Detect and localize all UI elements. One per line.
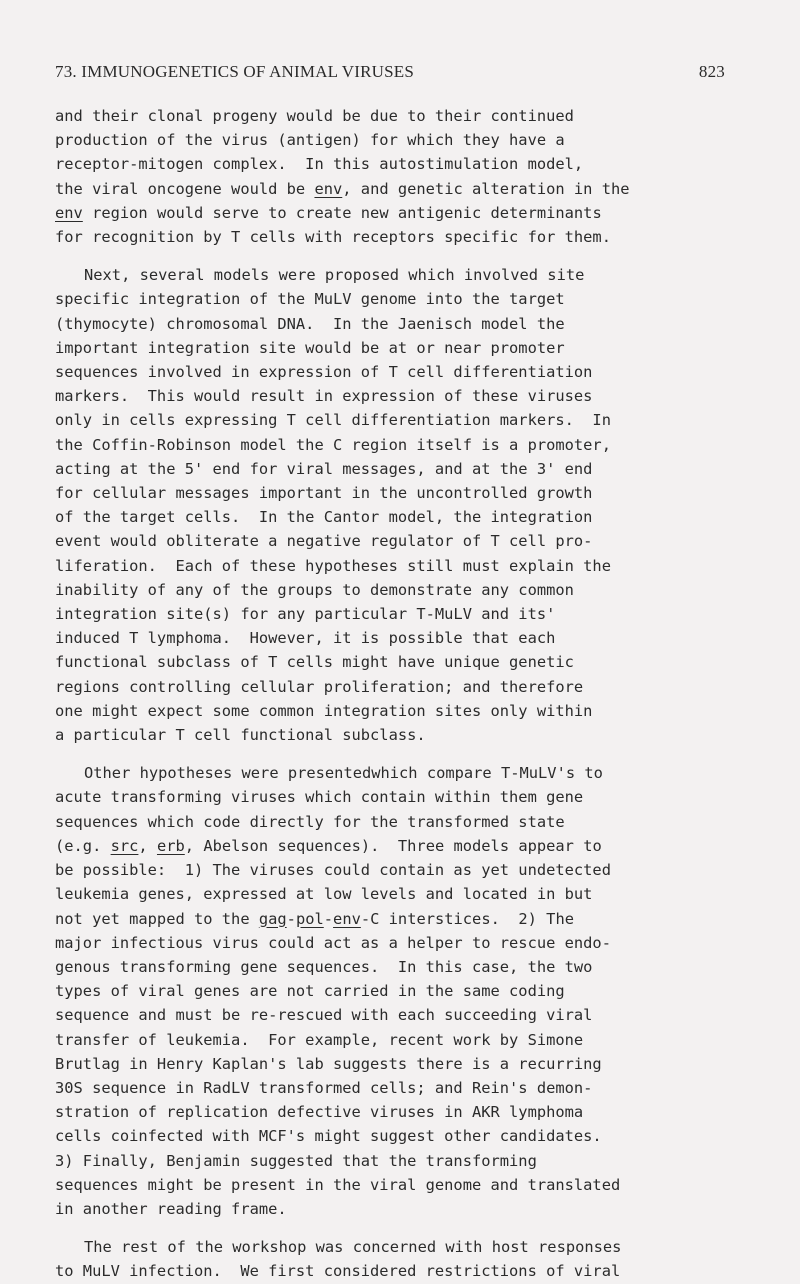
text-line: [55, 104, 745, 128]
text-run: a particular T cell functional subclass.: [55, 726, 426, 745]
paragraph: [55, 263, 745, 747]
text-line: [55, 152, 745, 176]
text-run: Brutlag in Henry Kaplan's lab suggests there is a recurring: [55, 1054, 602, 1073]
text-line: [55, 955, 745, 979]
text-run: specific integration of the MuLV genome into the target: [55, 290, 565, 309]
text-line: [55, 675, 745, 699]
text-line: [55, 1028, 745, 1052]
text-line: [55, 907, 745, 931]
text-line: [55, 481, 745, 505]
text-run: of the target cells. In the Cantor model, the integration: [55, 508, 593, 527]
underlined-term: env: [333, 909, 361, 928]
text-line: [55, 201, 745, 225]
text-run: -: [286, 909, 296, 928]
text-line: [55, 882, 745, 906]
text-line: [55, 287, 745, 311]
text-line: [55, 723, 745, 747]
text-run: sequences might be present in the viral genome and translated: [55, 1175, 621, 1194]
text-run: induced T lymphoma. However, it is possible that each: [55, 629, 556, 648]
text-run: in another reading frame.: [55, 1199, 287, 1218]
text-run: , Abelson sequences). Three models appear to: [184, 836, 602, 855]
text-run: functional subclass of T cells might have unique genetic: [55, 653, 574, 672]
text-line: [55, 128, 745, 152]
text-line: [55, 810, 745, 834]
paragraph: [55, 761, 745, 1221]
text-run: 3) Finally, Benjamin suggested that the transforming: [55, 1151, 537, 1170]
text-run: not yet mapped to the: [55, 909, 259, 928]
text-line: [55, 626, 745, 650]
body-text: [55, 104, 745, 1284]
underlined-term: gag: [258, 909, 287, 928]
text-line: [55, 408, 745, 432]
text-run: regions controlling cellular proliferation; and therefore: [55, 677, 584, 696]
text-line: [55, 1235, 745, 1259]
text-line: [55, 1259, 745, 1283]
text-line: [55, 834, 745, 858]
text-line: [55, 529, 745, 553]
text-line: [55, 177, 745, 201]
text-line: [55, 979, 745, 1003]
text-line: [55, 360, 745, 384]
text-run: major infectious virus could act as a helper to rescue endo-: [55, 933, 611, 952]
text-line: [55, 761, 745, 785]
underlined-term: env: [314, 179, 343, 198]
text-line: [55, 457, 745, 481]
text-run: and their clonal progeny would be due to their continued: [55, 107, 574, 125]
text-run: sequences involved in expression of T cell differentiation: [55, 363, 593, 382]
underlined-term: pol: [295, 909, 324, 928]
text-line: [55, 433, 745, 457]
text-line: [55, 1149, 745, 1173]
text-line: [55, 785, 745, 809]
text-line: [55, 263, 745, 287]
text-line: [55, 336, 745, 360]
page-number: 823: [698, 62, 725, 81]
text-line: [55, 1197, 745, 1221]
text-run: Other hypotheses were presentedwhich compare T-MuLV's to: [84, 764, 603, 783]
text-line: [55, 312, 745, 336]
text-line: [55, 699, 745, 723]
text-line: [55, 578, 745, 602]
text-run: transfer of leukemia. For example, recent work by Simone: [55, 1030, 584, 1049]
text-line: [55, 602, 745, 626]
text-run: genous transforming gene sequences. In this case, the two: [55, 957, 593, 976]
text-run: (e.g.: [55, 836, 111, 855]
text-line: [55, 931, 745, 955]
text-run: -C interstices. 2) The: [360, 909, 574, 928]
chapter-title: 73. IMMUNOGENETICS OF ANIMAL VIRUSES: [55, 62, 415, 81]
text-line: [55, 1100, 745, 1124]
text-run: sequence and must be re-rescued with each succeeding viral: [55, 1006, 593, 1025]
text-run: leukemia genes, expressed at low levels and located in but: [55, 885, 593, 904]
text-run: liferation. Each of these hypotheses still must explain the: [55, 556, 611, 575]
text-run: -: [323, 909, 334, 928]
text-run: event would obliterate a negative regulator of T cell pro-: [55, 532, 593, 551]
text-run: stration of replication defective viruses in AKR lymphoma: [55, 1103, 584, 1122]
text-line: [55, 650, 745, 674]
text-run: integration site(s) for any particular T-MuLV and its': [55, 605, 556, 624]
text-run: types of viral genes are not carried in the same coding: [55, 982, 565, 1001]
text-line: [55, 554, 745, 578]
text-run: the Coffin-Robinson model the C region itself is a promoter,: [55, 435, 611, 454]
text-line: [55, 858, 745, 882]
text-line: [55, 225, 745, 249]
text-run: acting at the 5' end for viral messages, and at the 3' end: [55, 459, 593, 478]
paragraph: [55, 104, 745, 249]
text-run: region would serve to create new antigenic determinants: [82, 203, 602, 222]
text-run: only in cells expressing T cell differentiation markers. In: [55, 411, 611, 430]
underlined-term: src: [110, 836, 139, 855]
text-line: [55, 1003, 745, 1027]
text-run: the viral oncogene would be: [55, 179, 315, 198]
text-run: one might expect some common integration sites only within: [55, 701, 593, 720]
text-run: inability of any of the groups to demonstrate any common: [55, 580, 574, 599]
text-run: , and genetic alteration in the: [342, 179, 630, 198]
text-line: [55, 1173, 745, 1197]
underlined-term: env: [55, 203, 83, 222]
text-run: receptor-mitogen complex. In this autostimulation model,: [55, 155, 584, 174]
text-run: acute transforming viruses which contain within them gene: [55, 788, 584, 807]
text-run: important integration site would be at or near promoter: [55, 338, 565, 357]
text-run: 30S sequence in RadLV transformed cells; and Rein's demon-: [55, 1078, 593, 1097]
text-run: for recognition by T cells with receptors specific for them.: [55, 228, 611, 247]
text-run: Next, several models were proposed which involved site: [84, 266, 585, 285]
text-run: sequences which code directly for the transformed state: [55, 812, 565, 831]
text-run: markers. This would result in expression of these viruses: [55, 387, 593, 406]
text-line: [55, 1124, 745, 1148]
text-run: (thymocyte) chromosomal DNA. In the Jaenisch model the: [55, 314, 565, 333]
text-run: production of the virus (antigen) for which they have a: [55, 131, 565, 150]
text-run: The rest of the workshop was concerned with host responses: [84, 1238, 622, 1257]
text-line: [55, 384, 745, 408]
text-line: [55, 505, 745, 529]
text-run: for cellular messages important in the uncontrolled growth: [55, 484, 593, 503]
text-run: to MuLV infection. We first considered restrictions of viral: [55, 1262, 621, 1281]
text-line: [55, 1076, 745, 1100]
text-run: be possible: 1) The viruses could contain as yet undetected: [55, 861, 611, 880]
paragraph: [55, 1235, 745, 1283]
text-line: [55, 1052, 745, 1076]
text-run: ,: [138, 836, 157, 855]
underlined-term: erb: [156, 836, 185, 855]
text-run: cells coinfected with MCF's might suggest other candidates.: [55, 1127, 602, 1146]
